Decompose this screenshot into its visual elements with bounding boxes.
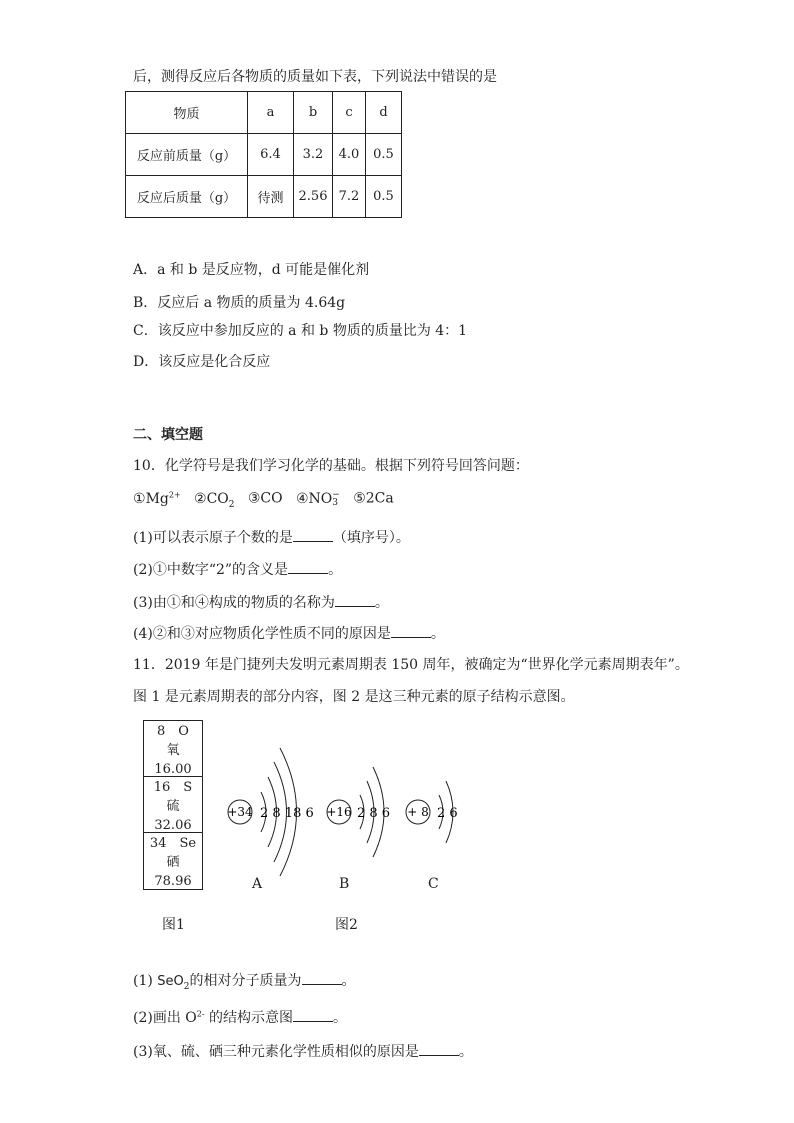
q10-part2: (2)①中数字“2”的含义是 。 bbox=[133, 559, 342, 579]
answer-blank[interactable] bbox=[302, 970, 342, 985]
table-cell: 0.5 bbox=[366, 134, 402, 176]
q10-part4: (4)②和③对应物质化学性质不同的原因是 。 bbox=[133, 623, 445, 643]
table-row bbox=[126, 176, 402, 218]
q10-part3: (3)由①和④构成的物质的名称为 。 bbox=[133, 592, 389, 612]
element-cell-oxygen: 8 O 氧 16.00 bbox=[144, 721, 202, 777]
q10-stem: 10．化学符号是我们学习化学的基础。根据下列符号回答问题： bbox=[133, 458, 529, 474]
q11-stem-line1: 11．2019 年是门捷列夫发明元素周期表 150 周年，被确定为“世界化学元素周期表年”。 bbox=[133, 657, 689, 673]
table-header: a bbox=[248, 92, 294, 134]
figure-2-caption: 图2 bbox=[335, 917, 358, 933]
nucleus-charge: + 8 bbox=[407, 805, 429, 819]
table-cell: 待测 bbox=[248, 176, 294, 218]
symbol-3: ③CO bbox=[247, 490, 283, 507]
option-b: B．反应后 a 物质的质量为 4.64g bbox=[133, 295, 346, 311]
option-d: D．该反应是化合反应 bbox=[133, 354, 271, 370]
q11-part2: (2)画出 $O^{2-}$ 的结构示意图 。 bbox=[133, 1007, 347, 1027]
element-cell-selenium: 34 Se 硒 78.96 bbox=[149, 836, 197, 889]
answer-blank[interactable] bbox=[288, 559, 328, 574]
section-title: 二、填空题 bbox=[133, 427, 203, 443]
atom-label-c: C bbox=[428, 876, 439, 892]
table-cell: 6.4 bbox=[248, 134, 294, 176]
table-header: 物质 bbox=[126, 92, 248, 134]
q10-part1: (1)可以表示原子个数的是 （填序号）。 bbox=[133, 527, 410, 547]
element-cell-sulfur: 16 S 硫 32.06 bbox=[144, 777, 202, 833]
q11-part1: (1) SeO$_2$的相对分子质量为 。 bbox=[133, 970, 356, 992]
table-row bbox=[126, 134, 402, 176]
mass-table bbox=[125, 91, 402, 218]
answer-blank[interactable] bbox=[391, 623, 431, 638]
q9-intro: 后，测得反应后各物质的质量如下表，下列说法中错误的是 bbox=[133, 69, 497, 85]
nucleus-charge: +16 bbox=[326, 805, 352, 819]
figure-1-caption: 图1 bbox=[162, 917, 185, 933]
symbol-1: $①Mg^{2+}$ bbox=[133, 490, 181, 507]
electron-shells: 2 8 18 6 bbox=[260, 806, 314, 821]
table-header: d bbox=[366, 92, 402, 134]
symbol-4: ④NO− 3 bbox=[295, 489, 340, 508]
answer-blank[interactable] bbox=[335, 592, 375, 607]
table-header: c bbox=[333, 92, 366, 134]
table-cell: 3.2 bbox=[294, 134, 333, 176]
atomic-structure-diagrams bbox=[215, 745, 475, 880]
q11-part3: (3)氧、硫、硒三种元素化学性质相似的原因是 。 bbox=[133, 1041, 473, 1061]
table-cell: 反应后质量（g） bbox=[126, 176, 248, 218]
atom-label-b: B bbox=[339, 876, 350, 892]
atom-diagram-b bbox=[326, 767, 390, 857]
atom-label-a: A bbox=[252, 876, 263, 892]
table-cell: 反应前质量（g） bbox=[126, 134, 248, 176]
symbol-5: ⑤2Ca bbox=[353, 490, 394, 507]
table-cell: 4.0 bbox=[333, 134, 366, 176]
periodic-table-excerpt bbox=[143, 720, 203, 890]
q10-symbols bbox=[133, 490, 394, 509]
answer-blank[interactable] bbox=[293, 527, 333, 542]
q11-stem-line2: 图 1 是元素周期表的部分内容，图 2 是这三种元素的原子结构示意图。 bbox=[133, 689, 575, 705]
atom-diagram-c bbox=[406, 781, 458, 843]
table-cell: 0.5 bbox=[366, 176, 402, 218]
symbol-2: $②CO_2$ bbox=[194, 490, 235, 510]
answer-blank[interactable] bbox=[419, 1041, 459, 1056]
option-c: C．该反应中参加反应的 a 和 b 物质的质量比为 4：1 bbox=[133, 323, 468, 339]
table-row bbox=[126, 92, 402, 134]
table-header: b bbox=[294, 92, 333, 134]
option-a: A．a 和 b 是反应物，d 可能是催化剂 bbox=[133, 262, 370, 278]
answer-blank[interactable] bbox=[293, 1007, 333, 1022]
atom-diagram-a bbox=[227, 748, 313, 876]
electron-shells: 2 8 6 bbox=[357, 806, 391, 821]
table-cell: 7.2 bbox=[333, 176, 366, 218]
nucleus-charge: +34 bbox=[227, 805, 253, 819]
table-cell: 2.56 bbox=[294, 176, 333, 218]
electron-shells: 2 6 bbox=[437, 806, 458, 821]
